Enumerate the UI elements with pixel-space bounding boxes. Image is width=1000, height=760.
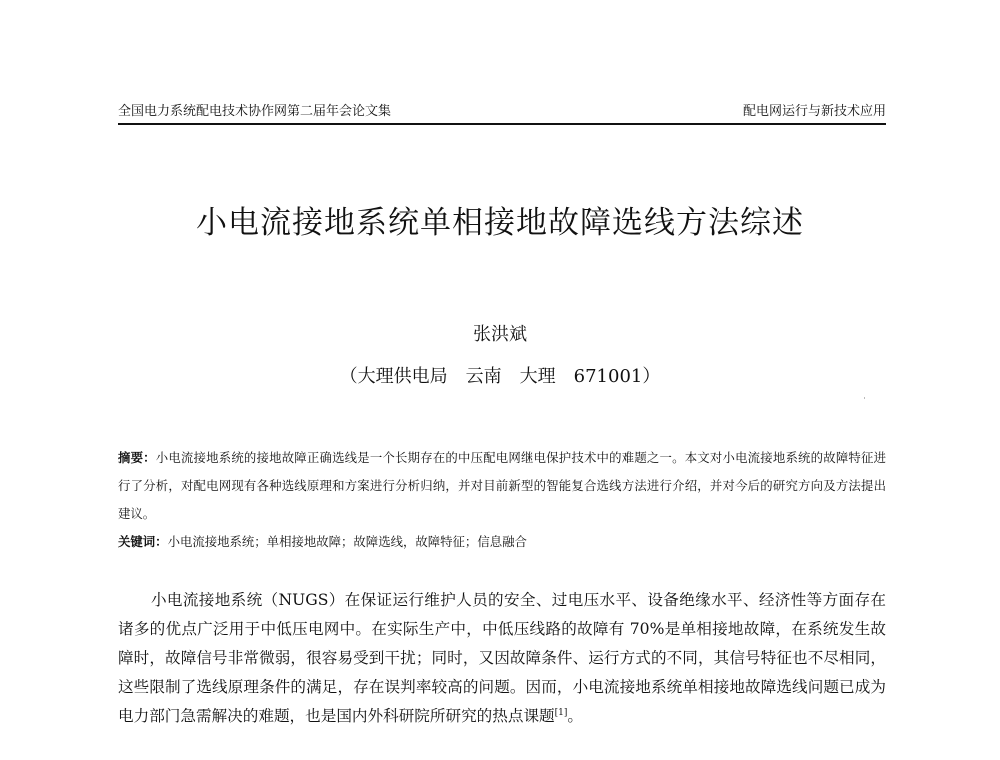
author-name: 张洪斌 xyxy=(473,324,527,345)
abstract xyxy=(118,444,886,528)
intro-text: 小电流接地系统（NUGS）在保证运行维护人员的安全、过电压水平、设备绝缘水平、经济性等方面存在诸多的优点广泛用于中低压电网中。在实际生产中，中低压线路的故障有 70%是单相接地故障，在系统发生故障时，故障信号非常微弱，很容易受到干扰；同时，又因故障条件、运行方式的不同，其信号特征也不尽相同，这些限制了选线原理条件的满足，存在误判率较高的问题。因而，小电流接地系统单相接地故障选线问题已成为电力部门急需解决的难题，也是国内外科研院所研究的热点课题 xyxy=(118,591,886,725)
intro-ending: 。 xyxy=(567,707,583,725)
citation-ref: [1] xyxy=(554,707,568,718)
abstract-text: 小电流接地系统的接地故障正确选线是一个长期存在的中压配电网继电保护技术中的难题之一。本文对小电流接地系统的故障特征进行了分析，对配电网现有各种选线原理和方案进行分析归纳，并对目前新型的智能复合选线方法进行介绍，并对今后的研究方向及方法提出建议。 xyxy=(118,450,886,521)
author-affiliation: （大理供电局 云南 大理 671001） xyxy=(339,366,661,387)
header-right: 配电网运行与新技术应用 xyxy=(742,104,886,119)
keywords-text: 小电流接地系统；单相接地故障；故障选线，故障特征；信息融合 xyxy=(167,534,527,549)
abstract-label: 摘要： xyxy=(118,450,156,465)
scan-speck xyxy=(864,397,865,399)
running-header xyxy=(118,104,886,125)
intro-paragraph xyxy=(118,586,886,731)
keywords xyxy=(118,530,886,554)
header-left: 全国电力系统配电技术协作网第二届年会论文集 xyxy=(118,104,392,119)
paper-title: 小电流接地系统单相接地故障选线方法综述 xyxy=(196,205,804,241)
keywords-label: 关键词： xyxy=(118,534,168,549)
